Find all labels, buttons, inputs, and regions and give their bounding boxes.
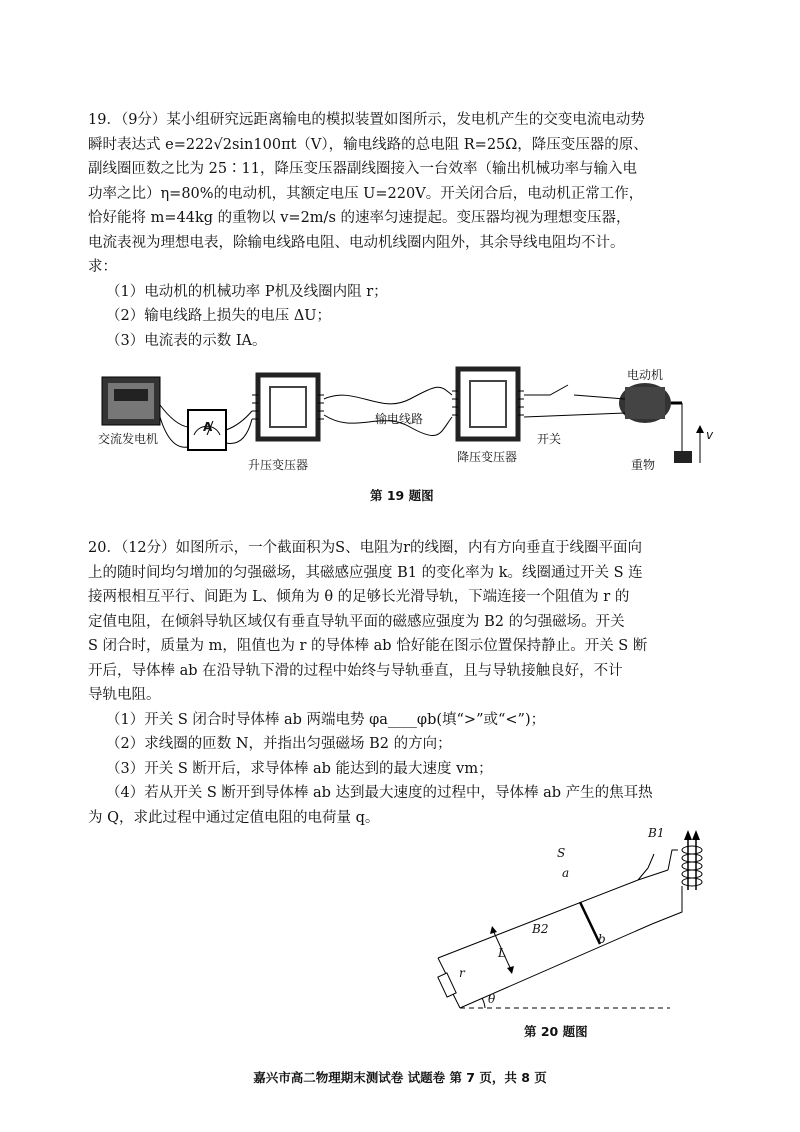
rail-upper — [438, 880, 638, 958]
resistor-r-label: r — [459, 966, 465, 980]
step-down-transformer-icon — [458, 369, 518, 439]
b1-arrows-icon — [684, 830, 700, 890]
motor-label: 电动机 — [627, 368, 664, 382]
q20-line: 上的随时间均匀增加的匀强磁场，其磁感应强度 B1 的变化率为 k。线圈通过开关 S 连 — [88, 564, 643, 581]
q19-line: 求： — [88, 259, 117, 275]
ammeter-label: A — [203, 420, 213, 434]
q19-subquestion: （1）电动机的机械功率 P机及线圈内阻 r； — [106, 283, 388, 300]
width-l-label: L — [498, 946, 506, 960]
q20-line: 接两根相互平行、间距为 L、倾角为 θ 的足够长光滑导轨，下端连接一个阻值为 r 的 — [88, 589, 630, 605]
q20-line: 定值电阻，在倾斜导轨区域仅有垂直导轨平面的磁感应强度为 B2 的匀强磁场。开关 — [88, 613, 625, 630]
transmission-line-label: 输电线路 — [375, 412, 424, 426]
q19-subquestion: （2）输电线路上损失的电压 ΔU； — [106, 308, 332, 324]
q19-line: 副线圈匝数之比为 25∶11，降压变压器副线圈接入一台效率（输出机械功率与输入电 — [88, 161, 638, 177]
switch-label: 开关 — [537, 432, 562, 446]
q19-line: 电流表视为理想电表，除输电线路电阻、电动机线圈内阻外，其余导线电阻均不计。 — [88, 234, 625, 251]
q20-line: 20．（12分）如图所示，一个截面积为S、电阻为r的线圈，内有方向垂直于线圈平面向 — [88, 540, 643, 556]
point-a-label: a — [562, 866, 570, 880]
question-20 — [88, 536, 728, 830]
switch-s-label: S — [557, 846, 566, 860]
page-footer: 嘉兴市高二物理期末测试卷 试题卷 第 7 页，共 8 页 — [253, 1070, 547, 1085]
figure-19-caption: 第 19 题图 — [370, 488, 434, 503]
q19-line: 瞬时表达式 e=222√2sin100πt（V），输电线路的总电阻 R=25Ω，降压变压器的原、 — [88, 136, 648, 153]
point-b-label: b — [598, 932, 606, 946]
weight-icon — [674, 451, 692, 463]
step-down-transformer-label: 降压变压器 — [457, 450, 518, 464]
velocity-label: v — [706, 428, 714, 442]
q19-line: 功率之比）η=80%的电动机，其额定电压 U=220V。开关闭合后，电动机正常工作， — [88, 185, 644, 202]
b2-label: B2 — [532, 922, 549, 936]
step-up-transformer-icon — [258, 375, 318, 439]
q19-line: 19．（9分）某小组研究远距离输电的模拟装置如图所示，发电机产生的交变电流电动势 — [88, 112, 645, 128]
generator-label: 交流发电机 — [98, 432, 159, 446]
question-19 — [88, 108, 728, 353]
q20-subquestion-cont: 为 Q，求此过程中通过定值电阻的电荷量 q。 — [88, 809, 380, 826]
q19-subquestion: （3）电流表的示数 IA。 — [106, 332, 267, 349]
q20-subquestion: （2）求线圈的匝数 N，并指出匀强磁场 B2 的方向； — [106, 736, 452, 752]
q20-line: S 闭合时，质量为 m，阻值也为 r 的导体棒 ab 恰好能在图示位置保持静止。开关 S 断 — [88, 638, 648, 654]
q20-line: 导轨电阻。 — [88, 687, 161, 703]
figure-20 — [420, 820, 720, 1020]
figure-20-caption: 第 20 题图 — [524, 1024, 588, 1039]
q20-subquestion: （3）开关 S 断开后，求导体棒 ab 能达到的最大速度 vm； — [106, 760, 493, 777]
step-up-transformer-label: 升压变压器 — [248, 458, 309, 472]
q19-line: 恰好能将 m=44kg 的重物以 v=2m/s 的速率匀速提起。变压器均视为理想变压器， — [88, 210, 631, 226]
q20-line: 开后，导体棒 ab 在沿导轨下滑的过程中始终与导轨垂直，且与导轨接触良好，不计 — [88, 662, 623, 679]
rod-ab — [580, 902, 600, 944]
switch-icon — [648, 854, 654, 868]
q20-subquestion: （4）若从开关 S 断开到导体棒 ab 达到最大速度的过程中，导体棒 ab 产生的焦耳热 — [106, 785, 653, 801]
angle-theta-label: θ — [488, 992, 496, 1006]
resistor-icon — [438, 973, 456, 997]
weight-label: 重物 — [631, 458, 656, 472]
q20-subquestion: （1）开关 S 闭合时导体棒 ab 两端电势 φa____φb(填“>”或“<”)； — [106, 711, 546, 728]
coil-icon — [682, 846, 702, 886]
b1-label: B1 — [648, 826, 665, 840]
